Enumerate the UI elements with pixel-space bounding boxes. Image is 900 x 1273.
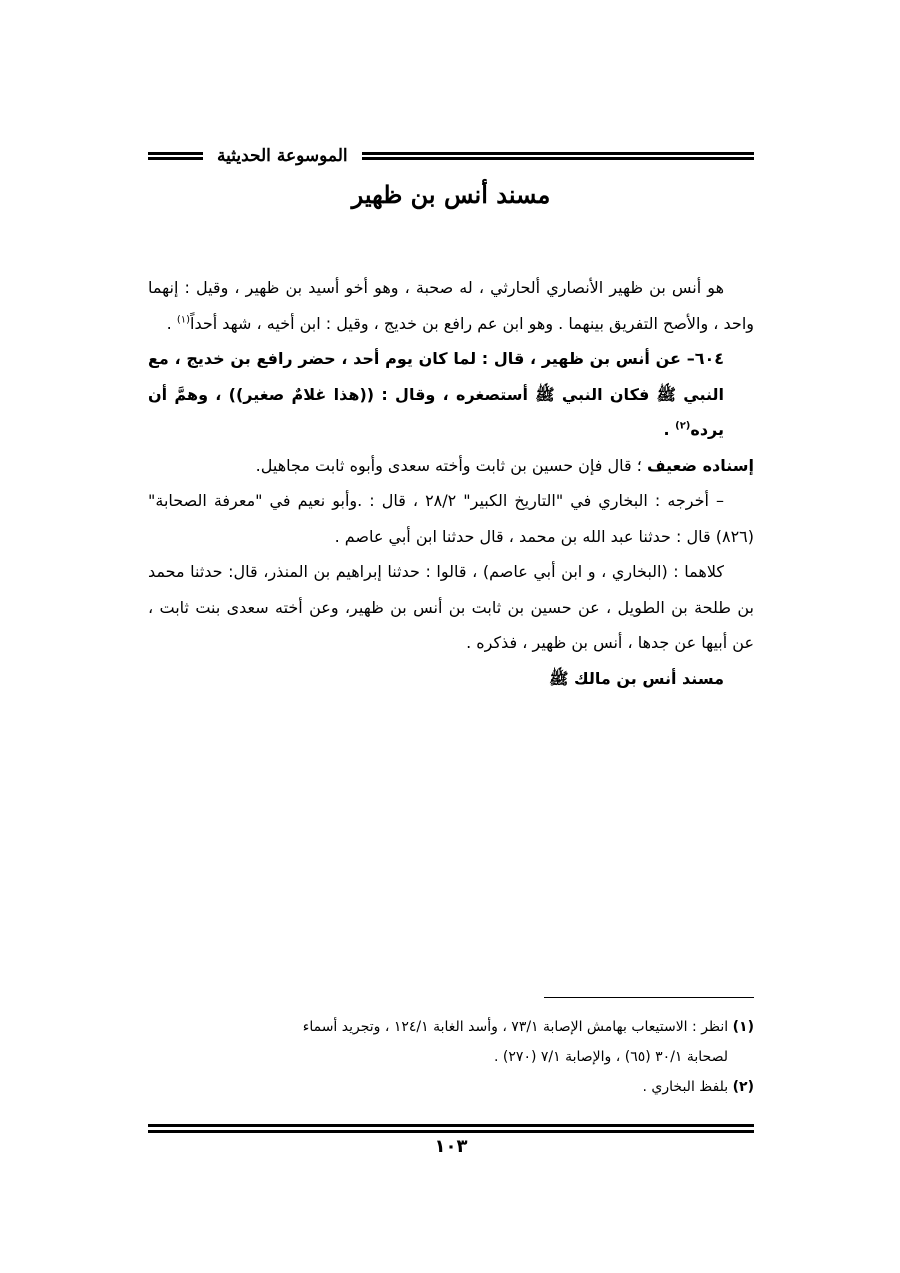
footnote-ref-1: (١) bbox=[176, 314, 190, 326]
running-header bbox=[148, 142, 754, 170]
page-number: ١٠٣ bbox=[434, 1136, 468, 1157]
footnote-2-text: بلفظ البخاري . bbox=[642, 1079, 733, 1095]
footnote-ref-2: (٢) bbox=[675, 420, 691, 432]
header-rule-short bbox=[148, 151, 203, 161]
hadith-text: عن أنس بن ظهير ، قال : لما كان يوم أحد ، حضر رافع بن خديج ، مع النبي ﷺ فكان النبي ﷺ أستصغره ، وقال : ((هذا غلامٌ صغير)) ، وهمَّ أن يرده bbox=[148, 349, 724, 439]
hadith-end: . bbox=[663, 420, 676, 439]
grading-label: إسناده ضعيف bbox=[646, 455, 754, 475]
book-page bbox=[148, 0, 754, 1273]
footnote-2-marker: (٢) bbox=[732, 1079, 754, 1095]
intro-end: . bbox=[166, 313, 177, 333]
footnotes bbox=[148, 1012, 754, 1102]
intro-text: هو أنس بن ظهير الأنصاري ألحارثي ، له صحبة ، وهو أخو أسيد بن ظهير ، وقيل : إنهما واحد ، والأصح التفريق بينهما . وهو ابن عم رافع بن خديج ، وقيل : ابن أخيه ، شهد أحداً bbox=[148, 278, 754, 333]
footnote-1-text: انظر : الاستيعاب بهامش الإصابة ٧٣/١ ، وأسد الغابة ١٢٤/١ ، وتجريد أسماء bbox=[302, 1019, 733, 1035]
footer-rule bbox=[148, 1124, 754, 1136]
section-title: مسند أنس بن ظهير bbox=[351, 180, 551, 209]
grading-paragraph bbox=[148, 448, 754, 484]
isnad-paragraph: كلاهما : (البخاري ، و ابن أبي عاصم) ، قالوا : حدثنا إبراهيم بن المنذر، قال: حدثنا محمد بن طلحة بن الطويل ، عن حسين بن ثابت بن أنس بن ظهير، وعن أخته سعدى بنت ثابت ، عن أبيها عن جدها ، أنس بن ظهير ، فذكره . bbox=[148, 562, 754, 652]
header-rule-long bbox=[362, 151, 754, 161]
next-section-title: مسند أنس بن مالك ﷺ bbox=[549, 668, 724, 688]
main-text bbox=[148, 270, 754, 696]
footnote-separator bbox=[544, 997, 754, 998]
series-title: الموسوعة الحديثية bbox=[217, 146, 348, 166]
footnote-1-continuation: لصحابة ٣٠/١ (٦٥) ، والإصابة ٧/١ (٢٧٠) . bbox=[494, 1049, 728, 1065]
footnote-1-marker: (١) bbox=[732, 1019, 754, 1035]
intro-paragraph bbox=[148, 270, 754, 341]
footnote-1 bbox=[148, 1012, 754, 1042]
footnote-2 bbox=[148, 1072, 754, 1102]
grading-text: ؛ قال فإن حسين بن ثابت وأخته سعدى وأبوه ثابت مجاهيل. bbox=[255, 455, 647, 475]
hadith-number: ٦٠٤– bbox=[686, 349, 724, 368]
takhrij-paragraph: – أخرجه : البخاري في "التاريخ الكبير" ٢٨/٢ ، قال : .وأبو نعيم في "معرفة الصحابة" (٨٢٦) قال : حدثنا عبد الله بن محمد ، قال حدثنا ابن أبي عاصم . bbox=[148, 491, 754, 546]
hadith-paragraph bbox=[148, 341, 754, 448]
